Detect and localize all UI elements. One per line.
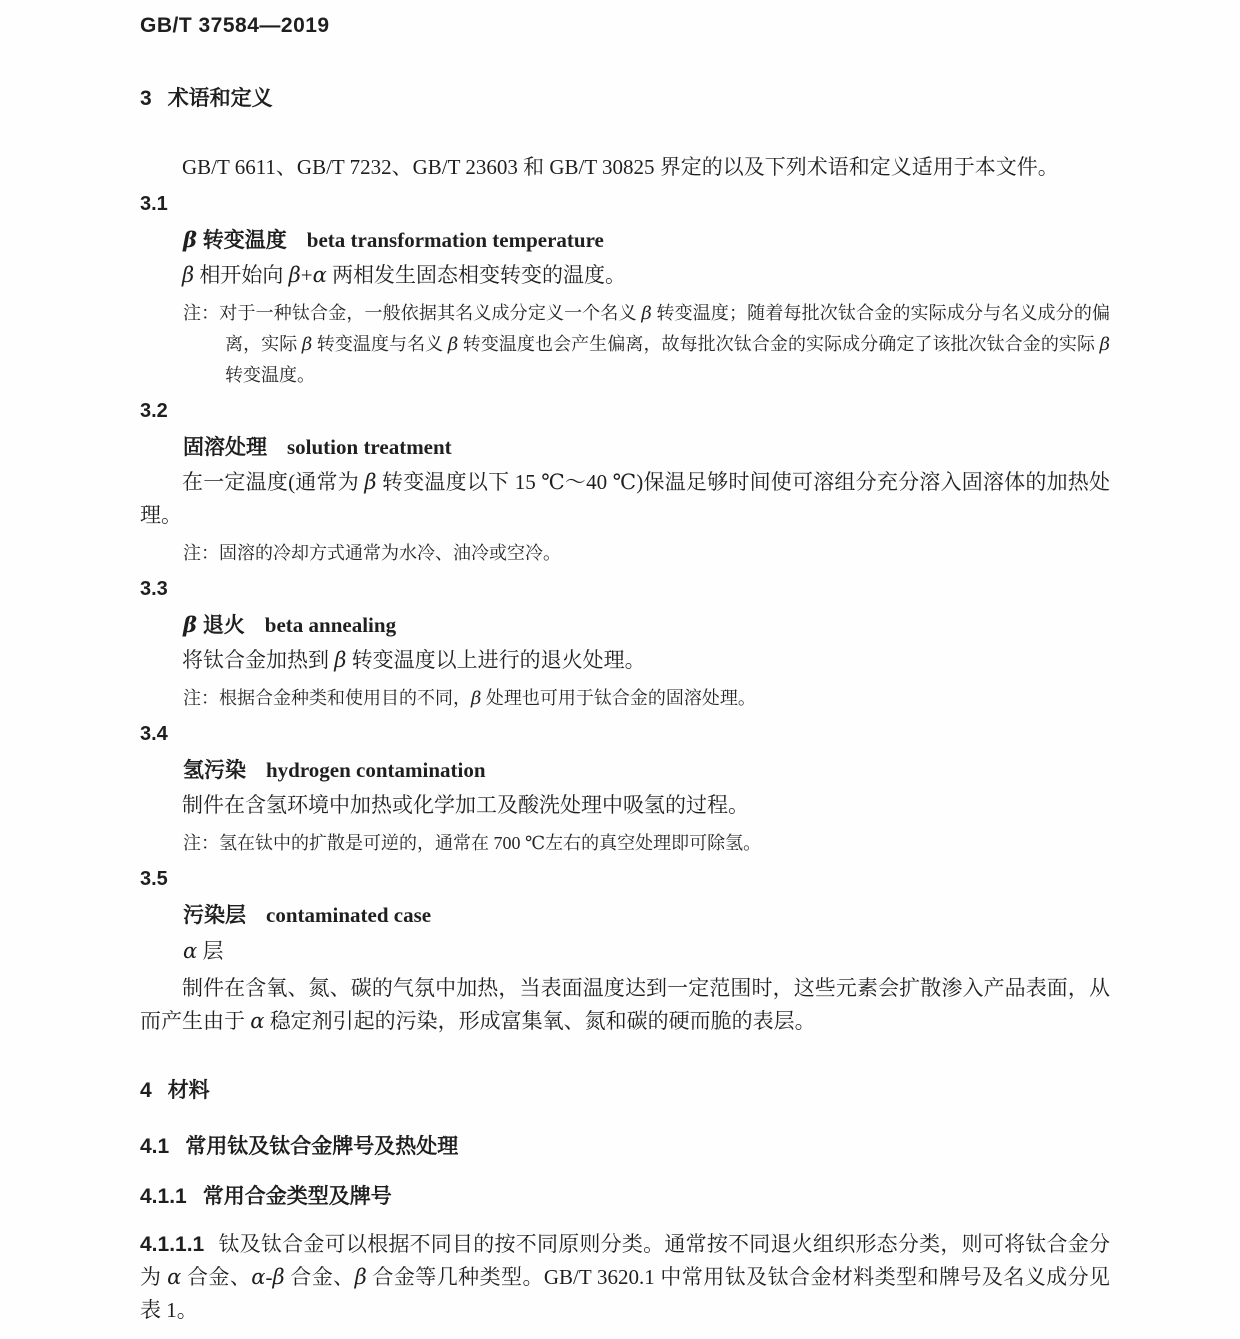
term-title bbox=[183, 226, 1110, 255]
clause-text: 钛及钛合金可以根据不同目的按不同原则分类。通常按不同退火组织形态分类，则可将钛合金分为 α 合金、α-β 合金、β 合金等几种类型。GB/T 3620.1 中常用钛及钛合金材料类型和牌号及名义成分见表 1。 bbox=[140, 1232, 1111, 1322]
page-content bbox=[140, 0, 1110, 1327]
term-block-3-1 bbox=[140, 192, 1110, 391]
term-block-3-5 bbox=[140, 867, 1110, 1038]
paragraph-4-1-1-1 bbox=[140, 1228, 1110, 1327]
term-definition: 制件在含氧、氮、碳的气氛中加热，当表面温度达到一定范围时，这些元素会扩散渗入产品表面，从而产生由于 α 稳定剂引起的污染，形成富集氧、氮和碳的硬而脆的表层。 bbox=[140, 976, 1110, 1033]
term-definition: β 相开始向 β+α 两相发生固态相变转变的温度。 bbox=[182, 263, 627, 287]
term-en: beta transformation temperature bbox=[306, 228, 604, 252]
term-block-3-2 bbox=[140, 399, 1110, 569]
section-3-title: 术语和定义 bbox=[167, 87, 273, 110]
term-en: contaminated case bbox=[266, 903, 432, 927]
section-4-number: 4 bbox=[140, 1079, 152, 1102]
term-title bbox=[183, 756, 1110, 785]
section-4-1-title: 常用钛及钛合金牌号及热处理 bbox=[185, 1135, 459, 1158]
term-title bbox=[183, 611, 1110, 640]
term-block-3-3 bbox=[140, 577, 1110, 714]
term-note: 注：对于一种钛合金，一般依据其名义成分定义一个名义 β 转变温度；随着每批次钛合金的实际成分与名义成分的偏离，实际 β 转变温度与名义 β 转变温度也会产生偏离，故每批次钛合金的实际成分确定了该批次钛合金的实际 β 转变温度。 bbox=[183, 303, 1111, 385]
term-number: 3.5 bbox=[140, 868, 168, 890]
section-4-title: 材料 bbox=[167, 1079, 210, 1102]
term-zh: 氢污染 bbox=[183, 759, 246, 782]
term-number: 3.3 bbox=[140, 578, 168, 600]
term-zh: 固溶处理 bbox=[183, 436, 267, 459]
term-definition: 将钛合金加热到 β 转变温度以上进行的退火处理。 bbox=[182, 648, 646, 672]
section-4-heading bbox=[140, 1078, 1110, 1104]
term-en: hydrogen contamination bbox=[266, 758, 486, 782]
term-number: 3.4 bbox=[140, 723, 168, 745]
term-title bbox=[183, 433, 1110, 462]
section-4-1-1-number: 4.1.1 bbox=[140, 1185, 187, 1208]
term-title bbox=[183, 901, 1110, 930]
clause-number: 4.1.1.1 bbox=[140, 1233, 205, 1256]
term-synonym: α 层 bbox=[183, 939, 224, 963]
term-note: 注：固溶的冷却方式通常为水冷、油冷或空冷。 bbox=[183, 543, 561, 563]
section-4-1-heading bbox=[140, 1134, 1110, 1160]
section-3-intro: GB/T 6611、GB/T 7232、GB/T 23603 和 GB/T 30825 界定的以及下列术语和定义适用于本文件。 bbox=[182, 155, 1059, 179]
term-block-3-4 bbox=[140, 722, 1110, 859]
term-zh: β 退火 bbox=[183, 612, 245, 637]
section-4-1-1-heading bbox=[140, 1184, 1110, 1210]
term-definition: 在一定温度(通常为 β 转变温度以下 15 ℃～40 ℃)保温足够时间使可溶组分充分溶入固溶体的加热处理。 bbox=[140, 470, 1110, 527]
term-en: solution treatment bbox=[287, 435, 452, 459]
term-zh: 污染层 bbox=[183, 904, 246, 927]
section-3-number: 3 bbox=[140, 87, 152, 110]
section-4-1-1-title: 常用合金类型及牌号 bbox=[202, 1185, 392, 1208]
term-number: 3.2 bbox=[140, 400, 168, 422]
term-number: 3.1 bbox=[140, 193, 168, 215]
term-zh: β 转变温度 bbox=[183, 227, 287, 252]
term-definition: 制件在含氢环境中加热或化学加工及酸洗处理中吸氢的过程。 bbox=[182, 793, 749, 817]
term-en: beta annealing bbox=[264, 613, 397, 637]
section-3-heading bbox=[140, 86, 1110, 112]
term-note: 注：根据合金种类和使用目的不同，β 处理也可用于钛合金的固溶处理。 bbox=[183, 688, 756, 709]
section-4-1-number: 4.1 bbox=[140, 1135, 170, 1158]
standard-number: GB/T 37584—2019 bbox=[140, 14, 330, 37]
term-note: 注：氢在钛中的扩散是可逆的，通常在 700 ℃左右的真空处理即可除氢。 bbox=[183, 833, 762, 853]
